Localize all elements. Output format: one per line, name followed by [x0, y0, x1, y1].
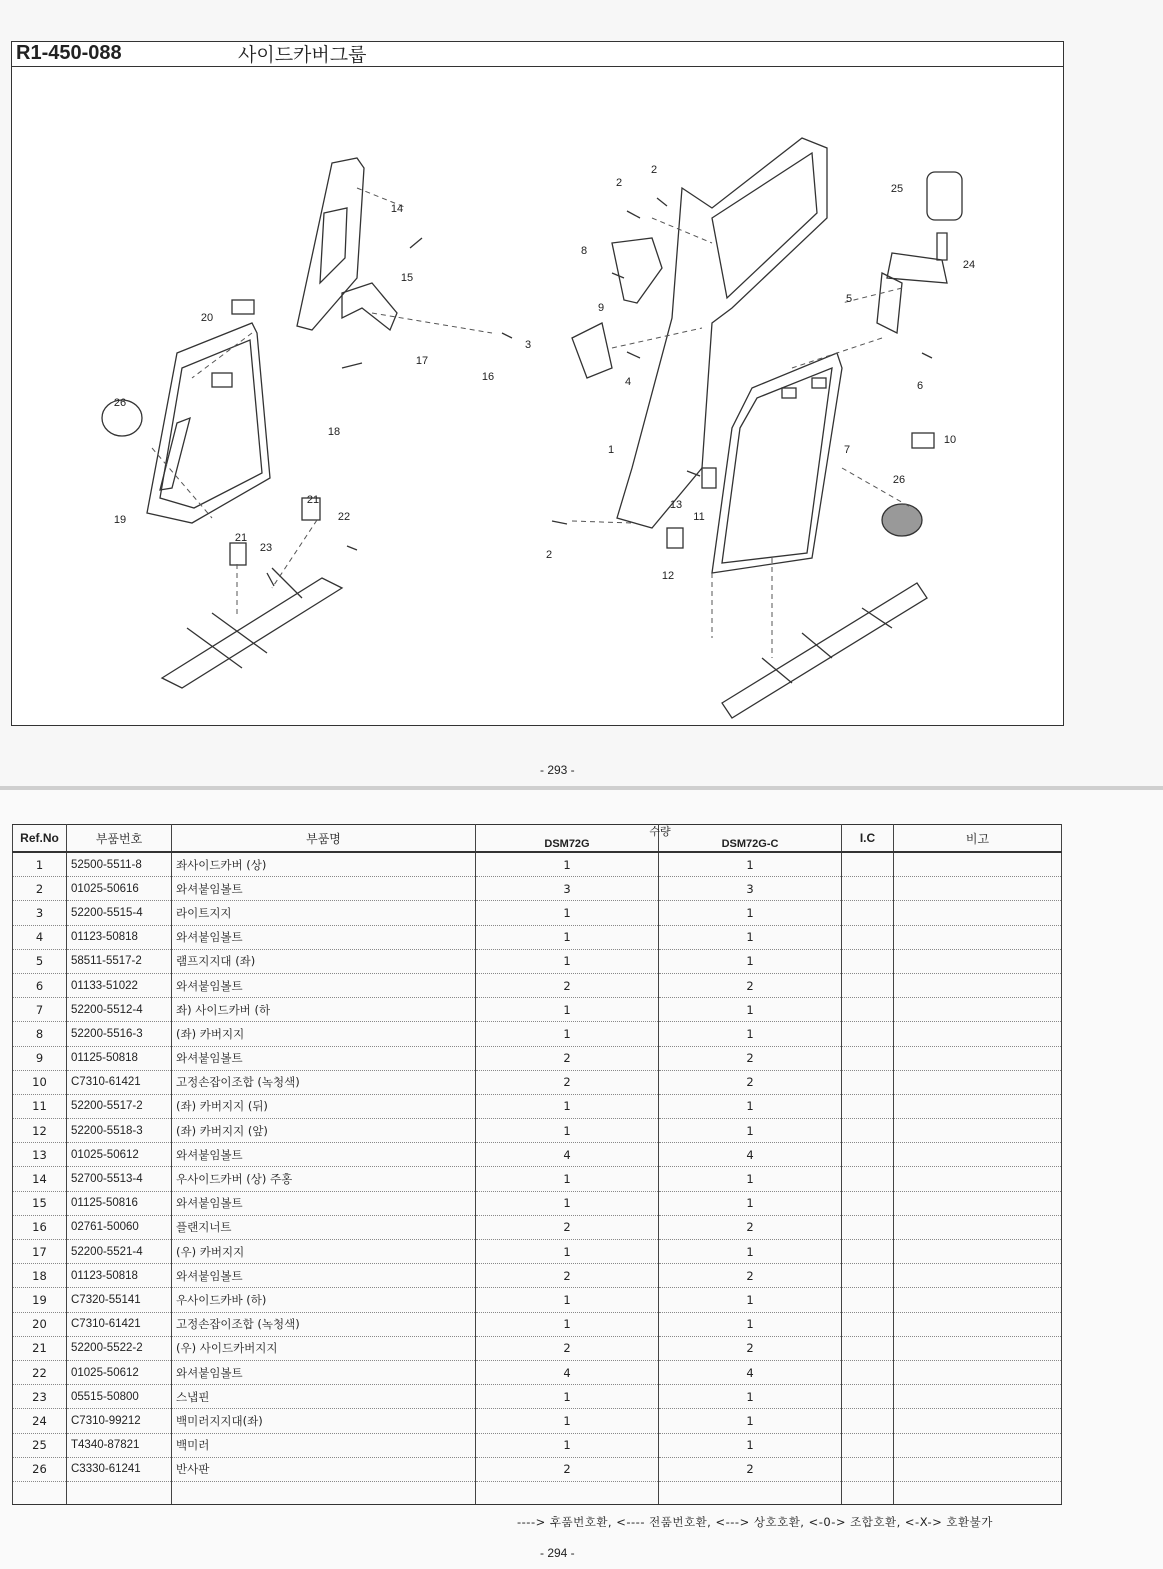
- table-row: [13, 973, 1062, 997]
- cell-empty: [894, 1481, 1062, 1504]
- table-row: [13, 1094, 1062, 1118]
- cell-ref: 12: [13, 1119, 67, 1143]
- part-14-shape: [297, 158, 364, 330]
- cell-empty: [894, 1312, 1062, 1336]
- cell-ref: 8: [13, 1022, 67, 1046]
- header-ic: I.C: [842, 825, 894, 853]
- cell-ref: 7: [13, 998, 67, 1022]
- label-20: 20: [200, 312, 214, 324]
- cell-part_no: 52200-5512-4: [67, 998, 172, 1022]
- diagram-frame: [11, 41, 1064, 726]
- cell-empty: [842, 1215, 894, 1239]
- exploded-parts-diagram: [12, 68, 1060, 723]
- label-8: 8: [580, 245, 588, 257]
- cell-qb: 2: [659, 1457, 842, 1481]
- label-26a: 26: [113, 397, 127, 409]
- group-name: 사이드카버그룹: [238, 44, 367, 66]
- cell-empty: [842, 1264, 894, 1288]
- cell-qa: 4: [476, 1143, 659, 1167]
- table-row: [13, 1457, 1062, 1481]
- label-7: 7: [843, 444, 851, 456]
- part-24-shape: [887, 233, 947, 283]
- table-row: [13, 1409, 1062, 1433]
- cell-qb: 2: [659, 1070, 842, 1094]
- label-26b: 26: [892, 474, 906, 486]
- cell-name: 우사이드카버 (상) 주홍: [172, 1167, 476, 1191]
- cell-part_no: C3330-61241: [67, 1457, 172, 1481]
- cell-empty: [842, 901, 894, 925]
- table-row: [13, 852, 1062, 877]
- cell-ref: 25: [13, 1433, 67, 1457]
- cell-qb: 1: [659, 901, 842, 925]
- cell-part_no: 52500-5511-8: [67, 852, 172, 877]
- cell-name: 램프지지대 (좌): [172, 949, 476, 973]
- parts-table: [12, 824, 1062, 1505]
- label-21a: 21: [306, 494, 320, 506]
- cell-qa: 1: [476, 1167, 659, 1191]
- table-row: [13, 1336, 1062, 1360]
- table-row: [13, 925, 1062, 949]
- cell-ref: 11: [13, 1094, 67, 1118]
- part-5-shape: [877, 273, 902, 333]
- model-b-label: DSM72G-C: [721, 838, 779, 850]
- cell-name: (좌) 카버지지: [172, 1022, 476, 1046]
- cell-ref: 6: [13, 973, 67, 997]
- cell-empty: [842, 1167, 894, 1191]
- cell-ref: 15: [13, 1191, 67, 1215]
- cell-qb: 1: [659, 1433, 842, 1457]
- cell-empty: [894, 998, 1062, 1022]
- cell-empty: [842, 925, 894, 949]
- cell-part_no: 01025-50612: [67, 1143, 172, 1167]
- cell-qb: 4: [659, 1360, 842, 1384]
- cell-qb: 1: [659, 1167, 842, 1191]
- cell-empty: [894, 1457, 1062, 1481]
- cell-qa: 1: [476, 1288, 659, 1312]
- cell-empty: [894, 1215, 1062, 1239]
- cell-qa: 1: [476, 998, 659, 1022]
- parts-table-body: [13, 852, 1062, 1504]
- cell-part_no: 01125-50818: [67, 1046, 172, 1070]
- cell-empty: [894, 1022, 1062, 1046]
- title-bar: [12, 42, 1063, 67]
- header-ref: Ref.No: [13, 825, 67, 853]
- cell-empty: [842, 1094, 894, 1118]
- cell-name: 고정손잡이조합 (녹청색): [172, 1312, 476, 1336]
- cell-qb: 1: [659, 1409, 842, 1433]
- part-3-shape: [572, 323, 612, 378]
- page-number-top: - 293 -: [540, 763, 575, 777]
- cell-qb: 1: [659, 1191, 842, 1215]
- label-23: 23: [259, 542, 273, 554]
- label-9: 9: [597, 302, 605, 314]
- cell-ref: 5: [13, 949, 67, 973]
- cell-qb: 1: [659, 1094, 842, 1118]
- table-row: [13, 998, 1062, 1022]
- part-26-right-shape: [882, 504, 922, 536]
- cell-part_no: 52200-5517-2: [67, 1094, 172, 1118]
- cell-qb: 4: [659, 1143, 842, 1167]
- cell-empty: [842, 1143, 894, 1167]
- table-row: [13, 1191, 1062, 1215]
- cell-empty: [894, 1433, 1062, 1457]
- part-8-shape: [612, 238, 662, 303]
- cell-ref: 10: [13, 1070, 67, 1094]
- cell-qa: 1: [476, 852, 659, 877]
- cell-ref: 3: [13, 901, 67, 925]
- cell-qa: 1: [476, 1385, 659, 1409]
- cell-empty: [894, 1191, 1062, 1215]
- table-row: [13, 877, 1062, 901]
- cell-qa: 1: [476, 1094, 659, 1118]
- cell-name: (우) 카버지지: [172, 1240, 476, 1264]
- cell-part_no: 52200-5521-4: [67, 1240, 172, 1264]
- cell-empty: [894, 1167, 1062, 1191]
- cell-qb: 1: [659, 949, 842, 973]
- cell-qa: 1: [476, 1191, 659, 1215]
- label-11: 11: [693, 511, 705, 523]
- cell-empty: [842, 1360, 894, 1384]
- cell-qa: 1: [476, 925, 659, 949]
- cell-part_no: 52200-5516-3: [67, 1022, 172, 1046]
- cell-name: 좌사이드카버 (상): [172, 852, 476, 877]
- cell-part_no: 05515-50800: [67, 1385, 172, 1409]
- cell-empty: [894, 877, 1062, 901]
- cell-part_no: 01025-50616: [67, 877, 172, 901]
- label-1: 1: [607, 444, 615, 456]
- label-22: 22: [337, 511, 351, 523]
- cell-empty: [842, 1022, 894, 1046]
- cell-qb: 2: [659, 1215, 842, 1239]
- cell-ref: 23: [13, 1385, 67, 1409]
- cell-ref: 20: [13, 1312, 67, 1336]
- cell-name: 좌) 사이드카버 (하: [172, 998, 476, 1022]
- cell-name: 와셔붙임볼트: [172, 1360, 476, 1384]
- table-row: [13, 949, 1062, 973]
- cell-qb: 2: [659, 1046, 842, 1070]
- left-frame-shape: [162, 568, 342, 688]
- cell-name: 백미러지지대(좌): [172, 1409, 476, 1433]
- cell-qb: 1: [659, 998, 842, 1022]
- cell-empty: [842, 1070, 894, 1094]
- cell-empty: [894, 1046, 1062, 1070]
- cell-empty: [894, 1070, 1062, 1094]
- cell-empty: [842, 1433, 894, 1457]
- cell-qa: 2: [476, 1264, 659, 1288]
- cell-empty: [894, 1119, 1062, 1143]
- cell-empty: [894, 1094, 1062, 1118]
- cell-empty: [894, 1288, 1062, 1312]
- cell-empty: [842, 1288, 894, 1312]
- table-row: [13, 1215, 1062, 1239]
- table-row: [13, 1167, 1062, 1191]
- cell-name: 고정손잡이조합 (녹청색): [172, 1070, 476, 1094]
- label-5: 5: [845, 293, 853, 305]
- cell-name: 스냅핀: [172, 1385, 476, 1409]
- cell-empty: [172, 1481, 476, 1504]
- cell-qa: 1: [476, 949, 659, 973]
- cell-empty: [842, 1336, 894, 1360]
- cell-empty: [894, 1240, 1062, 1264]
- part-7-shape: [712, 353, 842, 573]
- cell-part_no: 01125-50816: [67, 1191, 172, 1215]
- cell-part_no: 52200-5522-2: [67, 1336, 172, 1360]
- cell-qa: 1: [476, 1240, 659, 1264]
- table-row: [13, 1143, 1062, 1167]
- table-row: [13, 1046, 1062, 1070]
- label-15: 15: [400, 272, 414, 284]
- cell-name: 와셔붙임볼트: [172, 877, 476, 901]
- cell-part_no: 01025-50612: [67, 1360, 172, 1384]
- label-2c: 2: [545, 549, 553, 561]
- header-model-b: [649, 825, 842, 853]
- cell-name: (좌) 카버지지 (앞): [172, 1119, 476, 1143]
- cell-empty: [894, 1336, 1062, 1360]
- label-14: 14: [390, 203, 404, 215]
- label-6: 6: [916, 380, 924, 392]
- part-10-shape: [912, 433, 934, 448]
- cell-empty: [894, 1143, 1062, 1167]
- cell-qa: 2: [476, 973, 659, 997]
- cell-qa: 2: [476, 1070, 659, 1094]
- cell-empty: [894, 852, 1062, 877]
- cell-name: 반사판: [172, 1457, 476, 1481]
- cell-name: 와셔붙임볼트: [172, 1264, 476, 1288]
- cell-empty: [842, 1046, 894, 1070]
- cell-empty: [894, 1409, 1062, 1433]
- cell-empty: [894, 1264, 1062, 1288]
- cell-empty: [67, 1481, 172, 1504]
- quantity-group-label: 수량: [649, 825, 671, 838]
- part-11-shape: [702, 468, 716, 488]
- cell-empty: [842, 1191, 894, 1215]
- header-part-no: 부품번호: [67, 825, 172, 853]
- cell-qb: 2: [659, 1336, 842, 1360]
- cell-empty: [842, 1119, 894, 1143]
- cell-part_no: 02761-50060: [67, 1215, 172, 1239]
- table-row: [13, 1240, 1062, 1264]
- cell-name: 우사이드카바 (하): [172, 1288, 476, 1312]
- label-17: 17: [415, 355, 429, 367]
- cell-part_no: 52200-5515-4: [67, 901, 172, 925]
- cell-qb: 1: [659, 1240, 842, 1264]
- cell-ref: 9: [13, 1046, 67, 1070]
- table-row: [13, 1288, 1062, 1312]
- cell-qa: 2: [476, 1457, 659, 1481]
- label-10: 10: [943, 434, 957, 446]
- table-row: [13, 1119, 1062, 1143]
- cell-empty: [842, 1481, 894, 1504]
- cell-ref: 16: [13, 1215, 67, 1239]
- cell-empty: [842, 1457, 894, 1481]
- cell-part_no: 01123-50818: [67, 925, 172, 949]
- cell-ref: 22: [13, 1360, 67, 1384]
- table-row: [13, 1360, 1062, 1384]
- cell-name: 백미러: [172, 1433, 476, 1457]
- cell-qa: 1: [476, 1119, 659, 1143]
- label-16: 16: [481, 371, 495, 383]
- label-21b: 21: [234, 532, 248, 544]
- cell-empty: [13, 1481, 67, 1504]
- table-row: [13, 1433, 1062, 1457]
- table-row: [13, 1070, 1062, 1094]
- cell-qb: 1: [659, 925, 842, 949]
- cell-empty: [894, 1385, 1062, 1409]
- cell-qa: 1: [476, 1409, 659, 1433]
- model-a-label: DSM72G: [544, 838, 590, 850]
- cell-qb: 1: [659, 852, 842, 877]
- cell-ref: 26: [13, 1457, 67, 1481]
- cell-empty: [659, 1481, 842, 1504]
- cell-empty: [894, 949, 1062, 973]
- table-header-row: [13, 825, 1062, 853]
- cell-name: (우) 사이드카버지지: [172, 1336, 476, 1360]
- cell-ref: 13: [13, 1143, 67, 1167]
- label-2b: 2: [650, 164, 658, 176]
- cell-ref: 1: [13, 852, 67, 877]
- cell-qa: 4: [476, 1360, 659, 1384]
- cell-empty: [842, 877, 894, 901]
- part-20-shape: [232, 300, 254, 314]
- part-12-shape: [667, 528, 683, 548]
- cell-empty: [476, 1481, 659, 1504]
- cell-part_no: 52700-5513-4: [67, 1167, 172, 1191]
- cell-empty: [842, 1240, 894, 1264]
- cell-empty: [894, 901, 1062, 925]
- cell-name: 플랜지너트: [172, 1215, 476, 1239]
- cell-part_no: 58511-5517-2: [67, 949, 172, 973]
- cell-qb: 1: [659, 1312, 842, 1336]
- label-19: 19: [113, 514, 127, 526]
- cell-part_no: C7310-99212: [67, 1409, 172, 1433]
- cell-empty: [842, 973, 894, 997]
- cell-ref: 4: [13, 925, 67, 949]
- cell-qa: 1: [476, 1433, 659, 1457]
- label-2a: 2: [615, 177, 623, 189]
- callout-labels: [114, 164, 975, 582]
- cell-ref: 19: [13, 1288, 67, 1312]
- cell-ref: 14: [13, 1167, 67, 1191]
- label-4: 4: [624, 376, 632, 388]
- cell-qa: 2: [476, 1215, 659, 1239]
- cell-name: 와셔붙임볼트: [172, 1143, 476, 1167]
- cell-ref: 2: [13, 877, 67, 901]
- cell-empty: [842, 949, 894, 973]
- cell-qb: 3: [659, 877, 842, 901]
- cell-name: 와셔붙임볼트: [172, 1191, 476, 1215]
- cell-ref: 18: [13, 1264, 67, 1288]
- cell-qb: 2: [659, 973, 842, 997]
- label-24: 24: [962, 259, 976, 271]
- header-part-name: 부품명: [172, 825, 476, 853]
- cell-qa: 1: [476, 901, 659, 925]
- cell-part_no: C7310-61421: [67, 1312, 172, 1336]
- cell-ref: 24: [13, 1409, 67, 1433]
- table-row: [13, 1022, 1062, 1046]
- cell-empty: [842, 1385, 894, 1409]
- header-remark: 비고: [894, 825, 1062, 853]
- cell-qb: 2: [659, 1264, 842, 1288]
- cell-empty: [894, 1360, 1062, 1384]
- cell-part_no: T4340-87821: [67, 1433, 172, 1457]
- cell-name: 와셔붙임볼트: [172, 925, 476, 949]
- cell-empty: [894, 925, 1062, 949]
- cell-qb: 1: [659, 1119, 842, 1143]
- cell-qa: 2: [476, 1336, 659, 1360]
- cell-name: 와셔붙임볼트: [172, 1046, 476, 1070]
- cell-qa: 1: [476, 1022, 659, 1046]
- table-row: [13, 1264, 1062, 1288]
- cell-name: 라이트지지: [172, 901, 476, 925]
- cell-empty: [842, 1409, 894, 1433]
- part-21b-shape: [230, 543, 246, 565]
- group-code: R1-450-088: [16, 42, 122, 64]
- cell-empty: [842, 1312, 894, 1336]
- cell-name: (좌) 카버지지 (뒤): [172, 1094, 476, 1118]
- part-25-shape: [927, 172, 962, 220]
- table-row: [13, 1385, 1062, 1409]
- compatibility-legend: ----> 후품번호환, <---- 전품번호환, <---> 상호호환, <-0-> 조합호환, <-X-> 호환불가: [517, 1515, 993, 1529]
- table-row: [13, 1312, 1062, 1336]
- cell-part_no: C7310-61421: [67, 1070, 172, 1094]
- cell-empty: [894, 973, 1062, 997]
- table-row-empty: [13, 1481, 1062, 1504]
- cell-name: 와셔붙임볼트: [172, 973, 476, 997]
- cell-part_no: 52200-5518-3: [67, 1119, 172, 1143]
- label-25: 25: [890, 183, 904, 195]
- label-12: 12: [661, 570, 675, 582]
- cell-ref: 21: [13, 1336, 67, 1360]
- cell-part_no: C7320-55141: [67, 1288, 172, 1312]
- label-18: 18: [327, 426, 341, 438]
- page-number-bottom: - 294 -: [540, 1546, 575, 1560]
- cell-qb: 1: [659, 1288, 842, 1312]
- label-13: 13: [669, 499, 683, 511]
- cell-part_no: 01123-50818: [67, 1264, 172, 1288]
- cell-empty: [842, 998, 894, 1022]
- cell-qb: 1: [659, 1022, 842, 1046]
- cell-qb: 1: [659, 1385, 842, 1409]
- cell-qa: 2: [476, 1046, 659, 1070]
- part-17-shape: [342, 283, 397, 330]
- cell-ref: 17: [13, 1240, 67, 1264]
- cell-qa: 3: [476, 877, 659, 901]
- right-frame-shape: [722, 583, 927, 718]
- part-1-shape: [617, 138, 827, 528]
- table-row: [13, 901, 1062, 925]
- label-3: 3: [524, 339, 532, 351]
- cell-qa: 1: [476, 1312, 659, 1336]
- cell-part_no: 01133-51022: [67, 973, 172, 997]
- cell-empty: [842, 852, 894, 877]
